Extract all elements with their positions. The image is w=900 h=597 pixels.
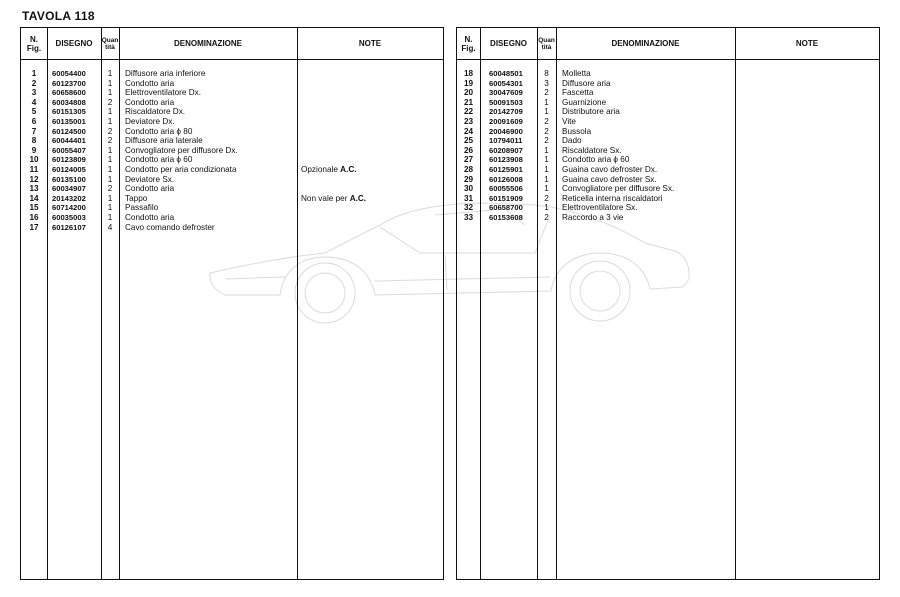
table-row bbox=[21, 184, 443, 194]
row-quantity: 1 bbox=[107, 203, 113, 213]
row-description: Diffusore aria laterale bbox=[125, 136, 203, 146]
row-description: Guarnizione bbox=[562, 97, 607, 107]
table-row bbox=[21, 175, 443, 185]
table-row bbox=[21, 88, 443, 98]
row-part-code: 60124005 bbox=[52, 165, 86, 174]
row-part-code: 60126107 bbox=[52, 222, 86, 232]
row-quantity: 1 bbox=[107, 88, 113, 98]
row-note: Opzionale A.C. bbox=[301, 165, 357, 174]
row-quantity: 1 bbox=[107, 213, 113, 222]
header-note: NOTE bbox=[795, 39, 819, 48]
table-row bbox=[21, 127, 443, 137]
table-row bbox=[21, 117, 443, 127]
table-row bbox=[21, 107, 443, 117]
header-denominazione: DENOMINAZIONE bbox=[611, 39, 680, 48]
row-fig-number: 14 bbox=[29, 193, 39, 203]
header-fig: N. Fig. bbox=[26, 34, 42, 53]
table-row bbox=[21, 146, 443, 156]
row-quantity: 2 bbox=[544, 213, 549, 222]
row-description: Bussola bbox=[562, 126, 592, 136]
row-part-code: 60135100 bbox=[52, 174, 86, 184]
table-row bbox=[457, 155, 879, 165]
row-fig-number: 23 bbox=[463, 117, 474, 126]
parts-table-right bbox=[456, 27, 880, 580]
row-description: Condotto aria bbox=[125, 78, 175, 88]
table-row bbox=[457, 69, 879, 79]
row-fig-number: 12 bbox=[29, 174, 39, 184]
row-part-code: 60055506 bbox=[489, 184, 523, 194]
table-row bbox=[21, 69, 443, 79]
row-part-code: 20046900 bbox=[489, 126, 523, 136]
row-fig-number: 30 bbox=[463, 184, 474, 194]
row-quantity: 1 bbox=[107, 117, 113, 126]
row-description: Distributore aria bbox=[562, 107, 620, 117]
row-part-code: 20143202 bbox=[52, 193, 86, 203]
table-row bbox=[457, 107, 879, 117]
row-description: Raccordo a 3 vie bbox=[562, 213, 624, 222]
table-row bbox=[457, 127, 879, 137]
row-quantity: 1 bbox=[544, 107, 549, 117]
row-description: Dado bbox=[562, 136, 582, 146]
header-denominazione: DENOMINAZIONE bbox=[174, 39, 242, 48]
table-row bbox=[21, 194, 443, 204]
row-description: Elettroventilatore Sx. bbox=[562, 203, 638, 213]
table-row bbox=[457, 165, 879, 175]
row-description: Elettroventilatore Dx. bbox=[125, 88, 201, 98]
row-quantity: 2 bbox=[107, 97, 113, 107]
row-description: Reticella interna riscaldatori bbox=[562, 193, 663, 203]
row-fig-number: 26 bbox=[463, 145, 474, 155]
row-part-code: 60658600 bbox=[52, 88, 86, 98]
row-fig-number: 28 bbox=[463, 165, 474, 174]
table-row bbox=[21, 165, 443, 175]
table-row bbox=[21, 98, 443, 108]
row-part-code: 20142709 bbox=[489, 107, 523, 117]
header-fig: N. Fig. bbox=[461, 34, 476, 53]
row-part-code: 60054301 bbox=[489, 78, 523, 88]
row-fig-number: 6 bbox=[31, 117, 37, 126]
row-description: Riscaldatore Dx. bbox=[125, 107, 186, 117]
row-description: Deviatore Dx. bbox=[125, 117, 175, 126]
row-part-code: 20091609 bbox=[489, 117, 523, 126]
row-quantity: 1 bbox=[107, 155, 113, 165]
row-part-code: 60135001 bbox=[52, 117, 86, 126]
row-quantity: 2 bbox=[544, 117, 549, 126]
row-part-code: 60658700 bbox=[489, 203, 523, 213]
row-part-code: 50091503 bbox=[489, 97, 523, 107]
parts-table-left bbox=[20, 27, 444, 580]
row-part-code: 60123809 bbox=[52, 155, 86, 165]
table-row bbox=[457, 98, 879, 108]
row-description: Molletta bbox=[562, 69, 591, 78]
row-description: Condotto aria bbox=[125, 213, 175, 222]
row-part-code: 60054400 bbox=[52, 69, 86, 78]
table-row bbox=[21, 155, 443, 165]
row-quantity: 2 bbox=[544, 136, 549, 146]
row-description: Diffusore aria bbox=[562, 78, 611, 88]
row-note-ac: A.C. bbox=[349, 193, 367, 203]
row-quantity: 2 bbox=[107, 184, 113, 194]
row-description: Fascetta bbox=[562, 88, 594, 98]
row-quantity: 1 bbox=[544, 174, 549, 184]
row-fig-number: 29 bbox=[463, 174, 474, 184]
row-part-code: 60124500 bbox=[52, 126, 86, 136]
row-part-code: 60125901 bbox=[489, 165, 523, 174]
row-part-code: 60034808 bbox=[52, 97, 86, 107]
table-row bbox=[21, 203, 443, 213]
row-fig-number: 2 bbox=[31, 78, 37, 88]
row-description: Tappo bbox=[125, 193, 148, 203]
row-fig-number: 4 bbox=[31, 97, 37, 107]
row-fig-number: 8 bbox=[31, 136, 37, 146]
row-description: Riscaldatore Sx. bbox=[562, 145, 622, 155]
row-quantity: 2 bbox=[107, 126, 113, 136]
row-part-code: 60048501 bbox=[489, 69, 523, 78]
row-fig-number: 10 bbox=[29, 155, 39, 165]
row-part-code: 60123908 bbox=[489, 155, 523, 165]
row-part-code: 60035003 bbox=[52, 213, 86, 222]
row-description: Convogliatore per diffusore Sx. bbox=[562, 184, 675, 194]
table-row bbox=[457, 117, 879, 127]
row-description: Condotto aria bbox=[125, 184, 175, 194]
row-fig-number: 33 bbox=[463, 213, 474, 222]
header-quantita: Quan tità bbox=[538, 36, 555, 51]
row-description: Condotto aria ϕ 80 bbox=[125, 126, 193, 136]
row-quantity: 1 bbox=[107, 193, 113, 203]
row-quantity: 1 bbox=[107, 78, 113, 88]
row-description: Condotto per aria condizionata bbox=[125, 165, 237, 174]
row-quantity: 1 bbox=[544, 165, 549, 174]
row-part-code: 60126008 bbox=[489, 174, 523, 184]
row-description: Cavo comando defroster bbox=[125, 222, 215, 232]
row-part-code: 60055407 bbox=[52, 145, 86, 155]
row-fig-number: 19 bbox=[463, 78, 474, 88]
row-part-code: 60714200 bbox=[52, 203, 86, 213]
row-note-ac: A.C. bbox=[340, 165, 357, 174]
row-part-code: 10794011 bbox=[489, 136, 523, 146]
row-quantity: 2 bbox=[544, 193, 549, 203]
row-part-code: 60208907 bbox=[489, 145, 523, 155]
row-quantity: 1 bbox=[107, 69, 113, 78]
row-quantity: 1 bbox=[544, 184, 549, 194]
row-fig-number: 11 bbox=[29, 165, 39, 174]
table-row bbox=[457, 146, 879, 156]
table-row bbox=[457, 203, 879, 213]
table-header bbox=[457, 28, 879, 60]
row-part-code: 60153608 bbox=[489, 213, 523, 222]
row-part-code: 60044401 bbox=[52, 136, 86, 146]
row-fig-number: 24 bbox=[463, 126, 474, 136]
row-fig-number: 18 bbox=[463, 69, 474, 78]
row-quantity: 1 bbox=[107, 165, 113, 174]
table-header bbox=[21, 28, 443, 60]
row-quantity: 2 bbox=[544, 126, 549, 136]
row-fig-number: 13 bbox=[29, 184, 39, 194]
row-fig-number: 17 bbox=[29, 222, 39, 232]
row-quantity: 4 bbox=[107, 222, 113, 232]
row-description: Diffusore aria inferiore bbox=[125, 69, 206, 78]
table-row bbox=[21, 213, 443, 223]
row-quantity: 1 bbox=[544, 155, 549, 165]
table-row bbox=[21, 223, 443, 233]
row-quantity: 1 bbox=[544, 203, 549, 213]
row-fig-number: 27 bbox=[463, 155, 474, 165]
row-description: Guaina cavo defroster Sx. bbox=[562, 174, 657, 184]
row-description: Passafilo bbox=[125, 203, 159, 213]
table-row bbox=[21, 79, 443, 89]
row-part-code: 30047609 bbox=[489, 88, 523, 98]
header-note: NOTE bbox=[358, 39, 382, 48]
row-quantity: 1 bbox=[544, 97, 549, 107]
row-fig-number: 16 bbox=[29, 213, 39, 222]
row-quantity: 1 bbox=[107, 174, 113, 184]
row-fig-number: 31 bbox=[463, 193, 474, 203]
row-description: Condotto aria ϕ 60 bbox=[562, 155, 630, 165]
row-quantity: 2 bbox=[544, 88, 549, 98]
table-row bbox=[457, 136, 879, 146]
row-note: Non vale per A.C. bbox=[301, 193, 367, 203]
row-fig-number: 22 bbox=[463, 107, 474, 117]
table-row bbox=[457, 88, 879, 98]
row-fig-number: 25 bbox=[463, 136, 474, 146]
row-fig-number: 5 bbox=[31, 107, 37, 117]
header-disegno: DISEGNO bbox=[55, 39, 93, 48]
table-row bbox=[457, 175, 879, 185]
row-description: Condotto aria ϕ 60 bbox=[125, 155, 193, 165]
row-part-code: 60151305 bbox=[52, 107, 86, 117]
row-part-code: 60123700 bbox=[52, 78, 86, 88]
row-part-code: 60151909 bbox=[489, 193, 523, 203]
row-fig-number: 15 bbox=[29, 203, 39, 213]
row-quantity: 1 bbox=[544, 145, 549, 155]
table-row bbox=[21, 136, 443, 146]
table-row bbox=[457, 194, 879, 204]
row-fig-number: 21 bbox=[463, 97, 474, 107]
page-title: TAVOLA 118 bbox=[22, 9, 95, 23]
row-fig-number: 1 bbox=[31, 69, 37, 78]
row-quantity: 2 bbox=[107, 136, 113, 146]
row-description: Condotto aria bbox=[125, 97, 175, 107]
row-quantity: 1 bbox=[107, 107, 113, 117]
row-fig-number: 9 bbox=[31, 145, 37, 155]
row-quantity: 8 bbox=[544, 69, 549, 78]
table-row bbox=[457, 184, 879, 194]
table-row bbox=[457, 213, 879, 223]
row-fig-number: 3 bbox=[31, 88, 37, 98]
row-fig-number: 7 bbox=[31, 126, 37, 136]
row-description: Guaina cavo defroster Dx. bbox=[562, 165, 658, 174]
row-quantity: 3 bbox=[544, 78, 549, 88]
header-quantita: Quan tità bbox=[101, 36, 119, 51]
table-row bbox=[457, 79, 879, 89]
row-description: Deviatore Sx. bbox=[125, 174, 175, 184]
row-fig-number: 20 bbox=[463, 88, 474, 98]
row-fig-number: 32 bbox=[463, 203, 474, 213]
row-description: Convogliatore per diffusore Dx. bbox=[125, 145, 238, 155]
row-description: Vite bbox=[562, 117, 576, 126]
header-disegno: DISEGNO bbox=[490, 39, 527, 48]
row-part-code: 60034907 bbox=[52, 184, 86, 194]
row-quantity: 1 bbox=[107, 145, 113, 155]
